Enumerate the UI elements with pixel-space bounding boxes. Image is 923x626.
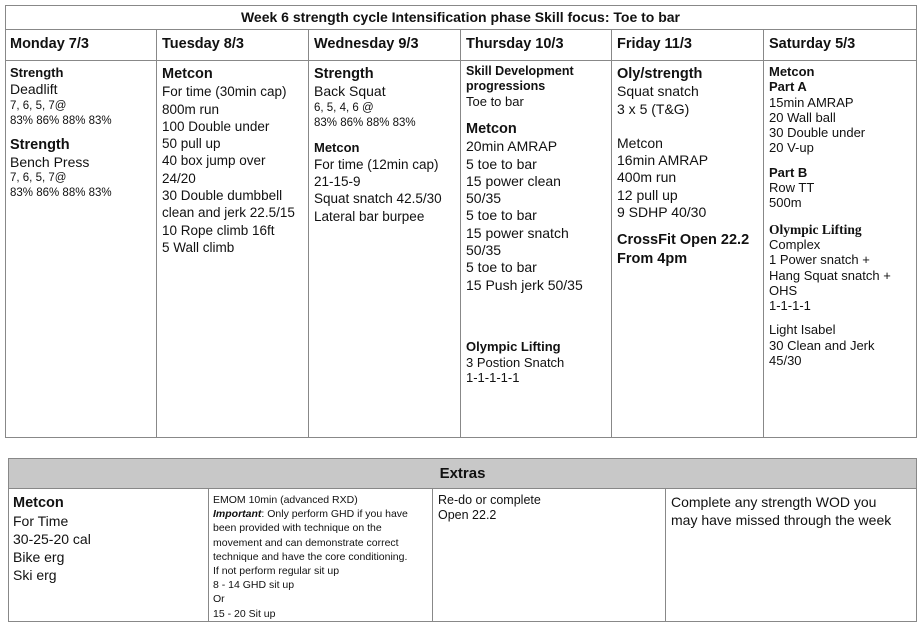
friday-cell [617,66,749,269]
extras-column-divider [432,488,433,622]
workout-line: 9 SDHP 40/30 [617,204,707,221]
open-event: CrossFit Open 22.2 [617,232,750,249]
workout-line: 30 Double dumbbell [162,188,283,204]
workout-line: Row TT [769,180,815,196]
workout-line: 15 power clean [466,172,561,189]
workout-line: Hang Squat snatch + [769,267,891,283]
thursday-oly-title: Olympic Lifting [466,338,561,354]
skill-title: Skill Development [466,64,574,78]
workout-line: Squat snatch [617,83,699,100]
workout-line: Complete any strength WOD you [671,494,877,510]
extras-border-bottom [8,621,917,622]
thursday-metcon-title: Metcon [466,121,517,137]
workout-line: 100 Double under [162,118,270,134]
workout-line: For Time [13,513,69,529]
workout-line: 15min AMRAP [769,94,854,110]
workout-line: 12 pull up [617,186,678,203]
workout-line: 5 toe to bar [466,155,537,172]
workout-line: 5 Wall climb [162,239,235,255]
table-border-bottom [5,437,917,438]
day-header-wednesday: Wednesday 9/3 [314,36,419,52]
workout-line: 30 Clean and Jerk [769,337,875,353]
workout-line: 3 Postion Snatch [466,355,565,371]
workout-line: Open 22.2 [438,508,497,522]
wednesday-strength-title: Strength [314,66,374,82]
workout-line: 5 toe to bar [466,259,537,276]
workout-line: 5 toe to bar [466,207,537,224]
workout-line: 20 Wall ball [769,109,836,125]
day-header-saturday: Saturday 5/3 [769,36,856,52]
important-label: Important [213,508,262,521]
friday-oly-title: Oly/strength [617,66,703,82]
wednesday-metcon-title: Metcon [314,139,360,155]
workout-line: 50 pull up [162,136,221,152]
column-divider [611,29,612,438]
tuesday-metcon-title: Metcon [162,66,213,82]
workout-line: 21-15-9 [314,174,361,190]
monday-reps: 7, 6, 5, 7@ [10,99,67,112]
workout-line: 1-1-1-1-1 [466,370,520,386]
extras-metcon-title: Metcon [13,495,64,511]
extras-border-right [916,458,917,622]
wednesday-lift-name: Back Squat [314,83,386,100]
workout-line: 30 Double under [769,125,866,141]
monday-strength-title: Strength [10,65,64,80]
table-border-left [5,5,6,438]
extras-border-left [8,458,9,622]
workout-line: 1 Power snatch + [769,252,870,268]
column-divider [460,29,461,438]
extras-emom-cell [213,493,408,621]
workout-line: 40 box jump over [162,153,266,169]
workout-line: Light Isabel [769,322,836,338]
wednesday-reps: 6, 5, 4, 6 @ [314,101,374,114]
extras-strength-cell [671,493,891,529]
page-title: Week 6 strength cycle Intensification phase Skill focus: Toe to bar [240,9,681,25]
workout-line: 45/30 [769,353,802,369]
workout-line: OHS [769,282,798,298]
title-divider [5,29,917,30]
saturday-cell [769,64,891,368]
workout-line: Ski erg [13,567,57,583]
workout-line: Lateral bar burpee [314,208,425,224]
workout-line: If not perform regular sit up [213,565,340,578]
extras-header-divider [8,488,917,489]
wednesday-percentages: 83% 86% 88% 83% [314,116,416,129]
skill-item: Toe to bar [466,94,524,109]
workout-line: Complex [769,236,821,252]
monday-lift-name: Bench Press [10,153,90,170]
workout-line: 500m [769,195,802,211]
workout-line: 20min AMRAP [466,138,558,155]
workout-line: 20 V-up [769,140,814,156]
extras-column-divider [208,488,209,622]
workout-line: 1-1-1-1 [769,298,811,314]
monday-percentages: 83% 86% 88% 83% [10,187,112,200]
column-divider [308,29,309,438]
workout-line: 16min AMRAP [617,152,709,169]
monday-lift-name: Deadlift [10,81,58,98]
workout-line: 3 x 5 (T&G) [617,100,690,117]
workout-line: movement and can demonstrate correct [213,536,399,549]
day-header-monday: Monday 7/3 [10,36,89,52]
workout-line: 24/20 [162,170,196,186]
extras-header: Extras [8,459,917,488]
day-header-friday: Friday 11/3 [617,36,692,52]
workout-line: 50/35 [466,190,502,207]
tuesday-cell [162,66,295,256]
saturday-metcon-title: Metcon [769,64,815,79]
workout-line: may have missed through the week [671,512,892,528]
workout-line: clean and jerk 22.5/15 [162,205,295,221]
workout-line: 800m run [162,101,220,117]
emom-title: EMOM 10min (advanced RXD) [213,494,358,506]
thursday-cell [466,64,583,385]
workout-line: Squat snatch 42.5/30 [314,191,442,207]
workout-line: 30-25-20 cal [13,531,91,547]
workout-line: technique and have the core conditioning. [213,550,408,563]
workout-line: been provided with technique on the [213,522,382,535]
workout-line: 50/35 [466,242,502,259]
workout-line: 15 power snatch [466,224,569,241]
open-event-time: From 4pm [617,251,688,268]
extras-column-divider [665,488,666,622]
workout-line: For time (12min cap) [314,156,439,172]
wednesday-cell [314,66,442,225]
column-divider [156,29,157,438]
monday-reps: 7, 6, 5, 7@ [10,172,67,185]
part-a-title: Part A [769,79,807,95]
monday-strength-title: Strength [10,136,70,153]
workout-line: Or [213,593,225,606]
extras-metcon-cell [13,494,91,584]
monday-percentages: 83% 86% 88% 83% [10,114,112,127]
monday-cell [10,64,112,201]
workout-line: Bike erg [13,549,65,565]
extras-open-cell [438,493,541,523]
part-b-title: Part B [769,164,808,180]
day-header-tuesday: Tuesday 8/3 [162,36,244,52]
workout-line: Re-do or complete [438,493,541,507]
column-divider [763,29,764,438]
workout-line: 400m run [617,169,677,186]
header-divider [5,60,917,61]
day-header-thursday: Thursday 10/3 [466,36,564,52]
table-border-right [916,5,917,438]
workout-line: Metcon [617,134,663,151]
workout-line: 8 - 14 GHD sit up [213,579,295,592]
saturday-oly-title: Olympic Lifting [769,221,862,237]
workout-line: 10 Rope climb 16ft [162,222,275,238]
workout-line: 15 Push jerk 50/35 [466,276,583,293]
important-text: : Only perform GHD if you have [261,508,408,521]
extras-border-top [8,458,917,459]
workout-line: 15 - 20 Sit up [213,607,276,620]
skill-title: progressions [466,79,546,93]
workout-line: For time (30min cap) [162,84,287,100]
important-note [213,507,408,521]
